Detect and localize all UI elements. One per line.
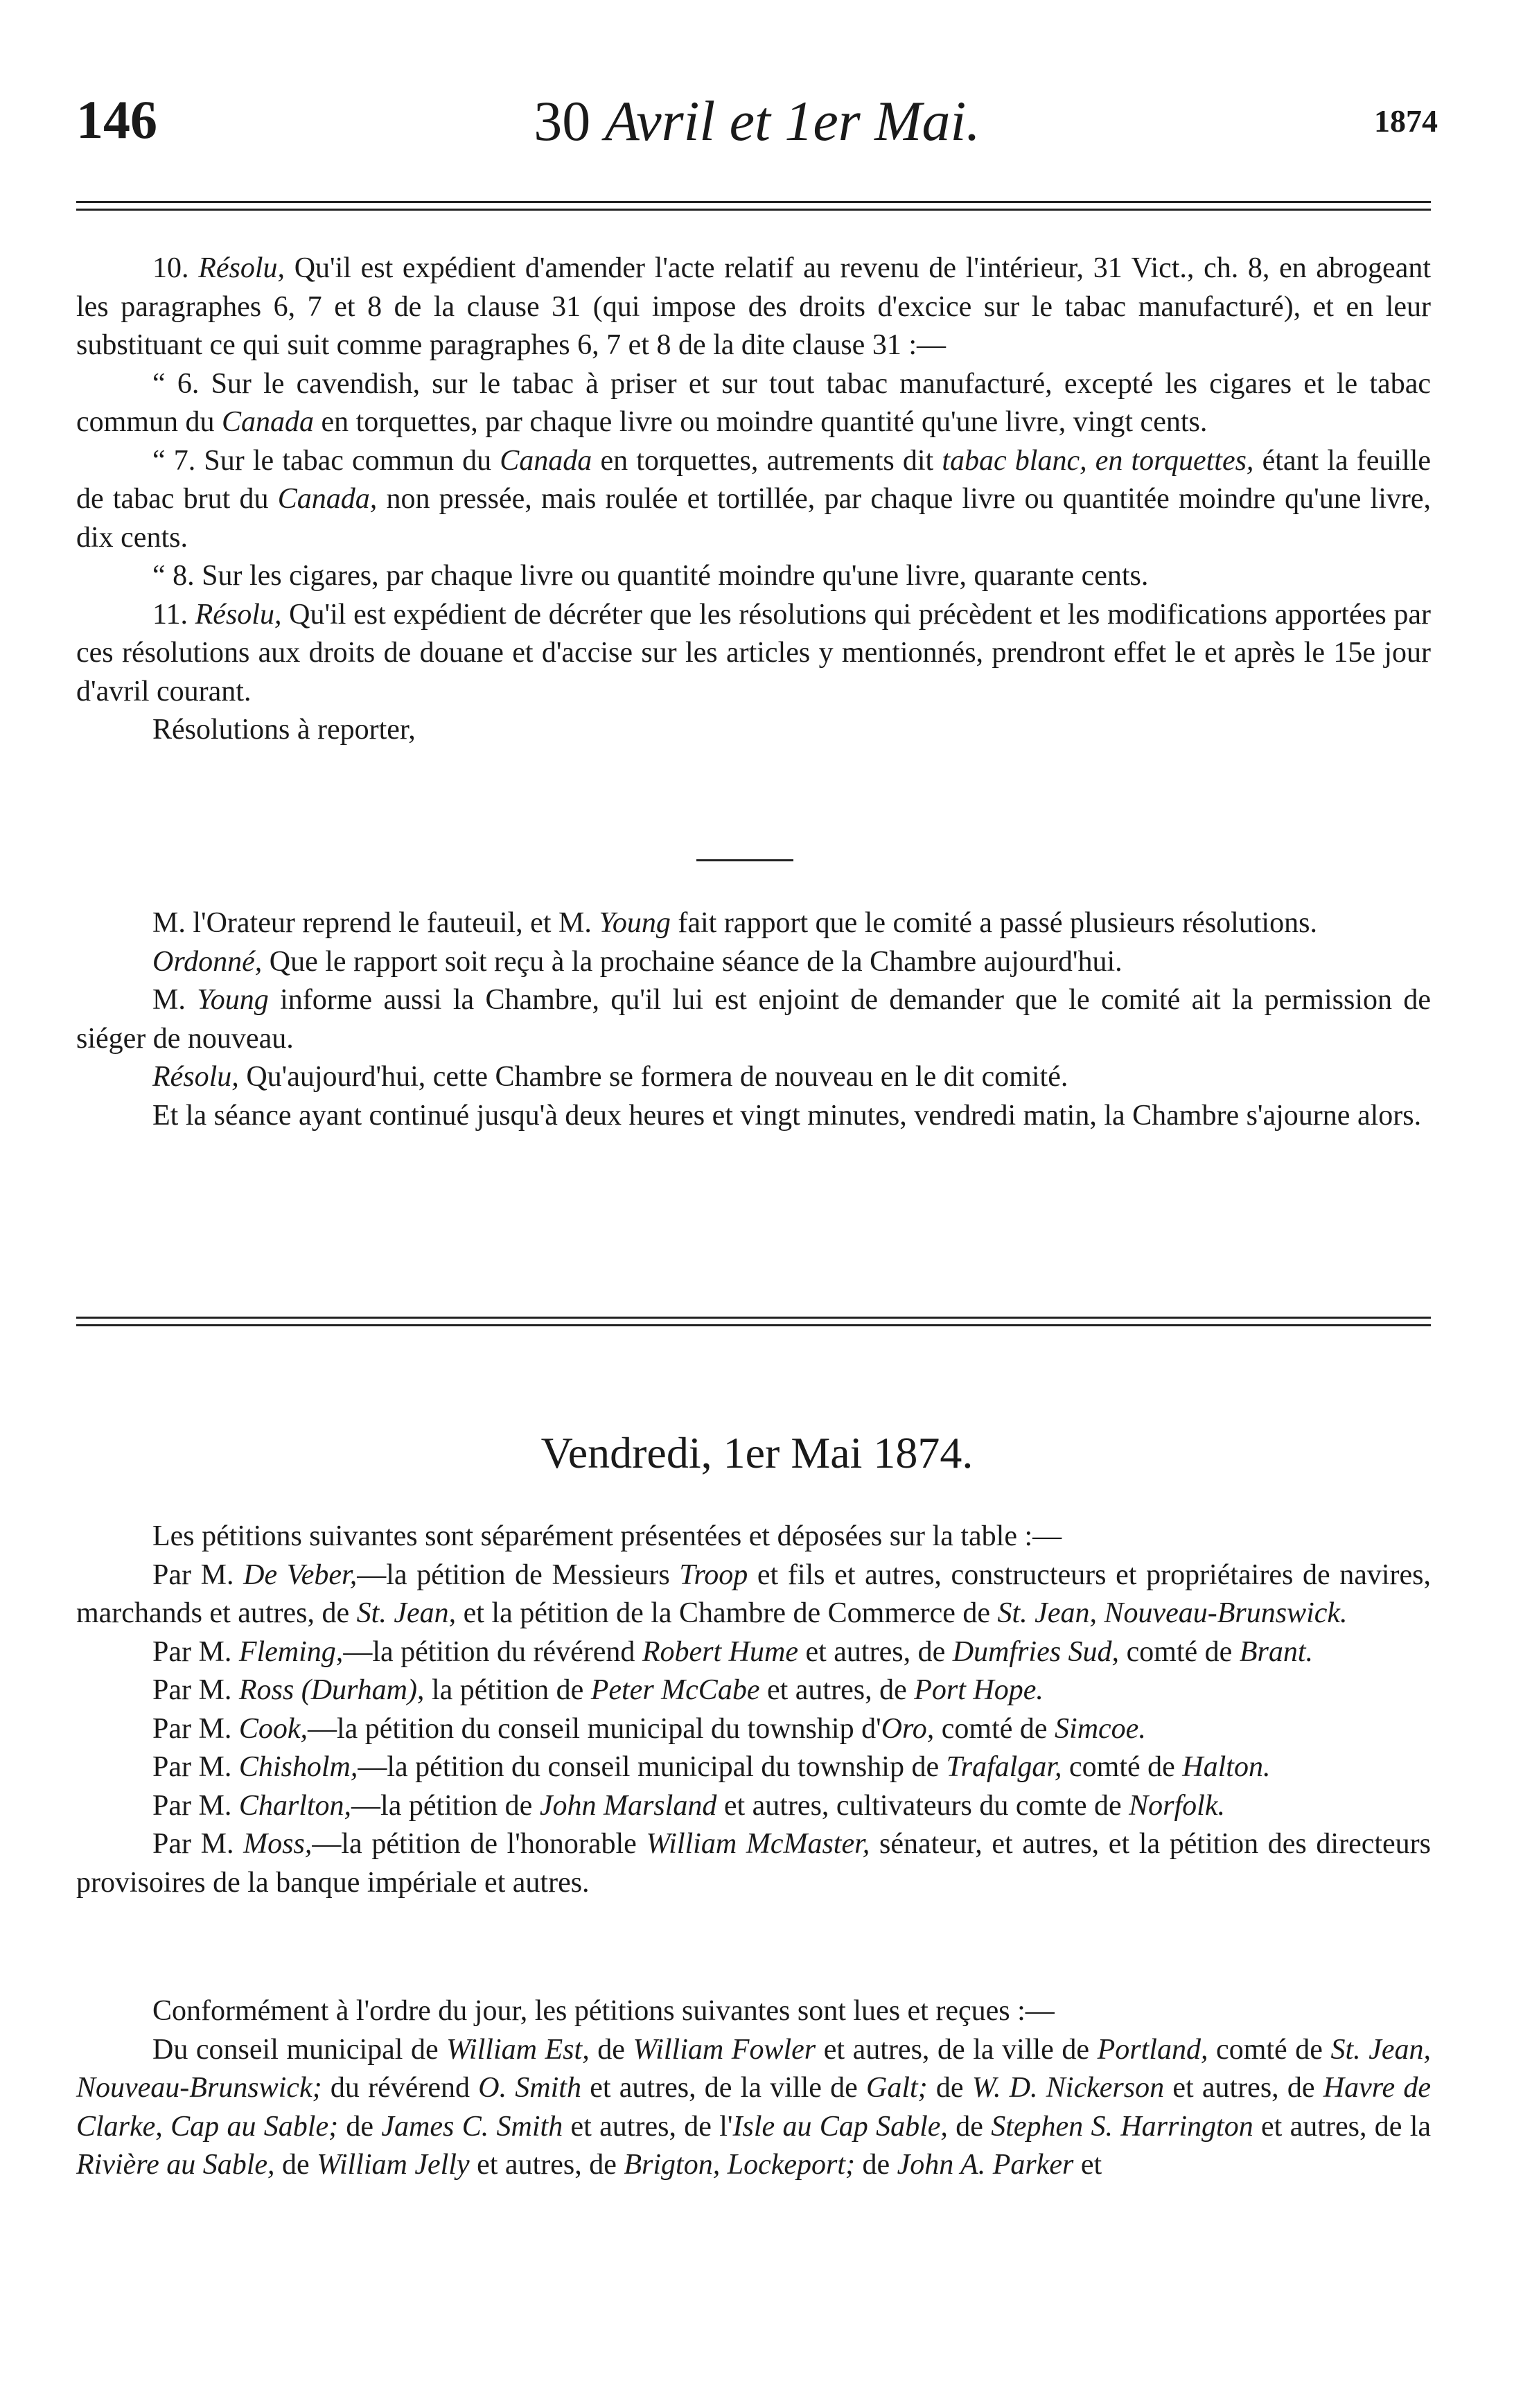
section-title: Vendredi, 1er Mai 1874. bbox=[540, 1428, 974, 1477]
petition-charlton: Par M. Charlton,—la pétition de John Marsland et autres, cultivateurs du comte de Norfolk. bbox=[152, 1789, 1225, 1822]
resolutions-block bbox=[76, 249, 1431, 750]
header-double-rule bbox=[76, 201, 1431, 211]
paragraph-6: “ 6. Sur le cavendish, sur le tabac à priser et sur tout tabac manufacturé, excepté les cigares et le tabac commun du Canada en torquettes, par chaque livre ou moindre quantité qu'une livre, vingt cents. bbox=[76, 367, 1431, 438]
resolved-paragraph: Résolu, Qu'aujourd'hui, cette Chambre se formera de nouveau en le dit comité. bbox=[152, 1061, 1068, 1093]
paragraph-8: “ 8. Sur les cigares, par chaque livre ou quantité moindre qu'une livre, quarante cents. bbox=[152, 560, 1149, 592]
petitions-read-block bbox=[76, 1992, 1431, 2185]
petition-fleming: Par M. Fleming,—la pétition du révérend Robert Hume et autres, de Dumfries Sud, comté de Brant. bbox=[152, 1635, 1313, 1668]
petition-chisholm: Par M. Chisholm,—la pétition du conseil municipal du township de Trafalgar, comté de Halton. bbox=[152, 1751, 1271, 1783]
petition-de-veber: Par M. De Veber,—la pétition de Messieurs Troop et fils et autres, constructeurs et propriétaires de navires, marchands et autres, de St. Jean, et la pétition de la Chambre de Commerce de St. Jean, Nouveau-Brunswick. bbox=[76, 1558, 1432, 1629]
page-header bbox=[0, 89, 1514, 165]
committee-report-block bbox=[76, 904, 1431, 1135]
running-title bbox=[0, 89, 1514, 154]
petitions-read-list: Du conseil municipal de William Est, de William Fowler et autres, de la ville de Portland, comté de St. Jean, Nouveau-Brunswick; du révérend O. Smith et autres, de la ville de Galt; de W. D. Nickerson et autres, de Havre de Clarke, Cap au Sable; de James C. Smith et autres, de l'Isle au Cap Sable, de Stephen S. Harrington et autres, de la Rivière au Sable, de William Jelly et autres, de Brigton, Lockeport; de John A. Parker et bbox=[76, 2033, 1432, 2181]
resolution-10: 10. Résolu, Qu'il est expédient d'amender l'acte relatif au revenu de l'intérieur, 31 Vict., ch. 8, en abrogeant les paragraphes 6, 7 et 8 de la clause 31 (qui impose des droits d'excice sur le tabac manufacturé), et en leur substituant ce qui suit comme paragraphes 6, 7 et 8 de la dite clause 31 :— bbox=[76, 252, 1432, 361]
young-informs-paragraph: M. Young informe aussi la Chambre, qu'il lui est enjoint de demander que le comité ait la permission de siéger de nouveau. bbox=[76, 984, 1432, 1055]
paragraph-7: “ 7. Sur le tabac commun du Canada en torquettes, autrements dit tabac blanc, en torquettes, étant la feuille de tabac brut du Canada, non pressée, mais roulée et tortillée, par chaque livre ou quantitée moindre qu'une livre, dix cents. bbox=[76, 444, 1432, 554]
petition-ross: Par M. Ross (Durham), la pétition de Peter McCabe et autres, de Port Hope. bbox=[152, 1674, 1044, 1706]
page-number: 146 bbox=[76, 89, 157, 150]
resolution-11: 11. Résolu, Qu'il est expédient de décréter que les résolutions qui précèdent et les modifications apportées par ces résolutions aux droits de douane et d'accise sur les articles y mentionnés, prendront effet le et après le 15e jour d'avril courant. bbox=[76, 598, 1431, 708]
adjourn-paragraph: Et la séance ayant continué jusqu'à deux heures et vingt minutes, vendredi matin, la Chambre s'ajourne alors. bbox=[152, 1099, 1422, 1132]
section-double-rule bbox=[76, 1317, 1431, 1326]
petition-moss: Par M. Moss,—la pétition de l'honorable William McMaster, sénateur, et autres, et la pétition des directeurs provisoires de la banque impériale et autres. bbox=[76, 1828, 1431, 1899]
petitions-read-intro: Conformément à l'ordre du jour, les pétitions suivantes sont lues et reçues :— bbox=[152, 1995, 1055, 2027]
speaker-paragraph: M. l'Orateur reprend le fauteuil, et M. Young fait rapport que le comité a passé plusieurs résolutions. bbox=[152, 907, 1317, 939]
petition-cook: Par M. Cook,—la pétition du conseil municipal du township d'Oro, comté de Simcoe. bbox=[152, 1712, 1146, 1745]
petitions-presented-block bbox=[76, 1518, 1431, 1902]
petitions-intro: Les pétitions suivantes sont séparément présentées et déposées sur la table :— bbox=[152, 1520, 1062, 1552]
ordered-paragraph: Ordonné, Que le rapport soit reçu à la prochaine séance de la Chambre aujourd'hui. bbox=[152, 945, 1123, 978]
running-title-text: Avril et 1er Mai. bbox=[604, 89, 980, 152]
resolutions-to-report: Résolutions à reporter, bbox=[152, 714, 416, 746]
section-short-rule bbox=[696, 859, 793, 861]
header-year: 1874 bbox=[1374, 103, 1438, 139]
running-title-number: 30 bbox=[534, 89, 591, 152]
